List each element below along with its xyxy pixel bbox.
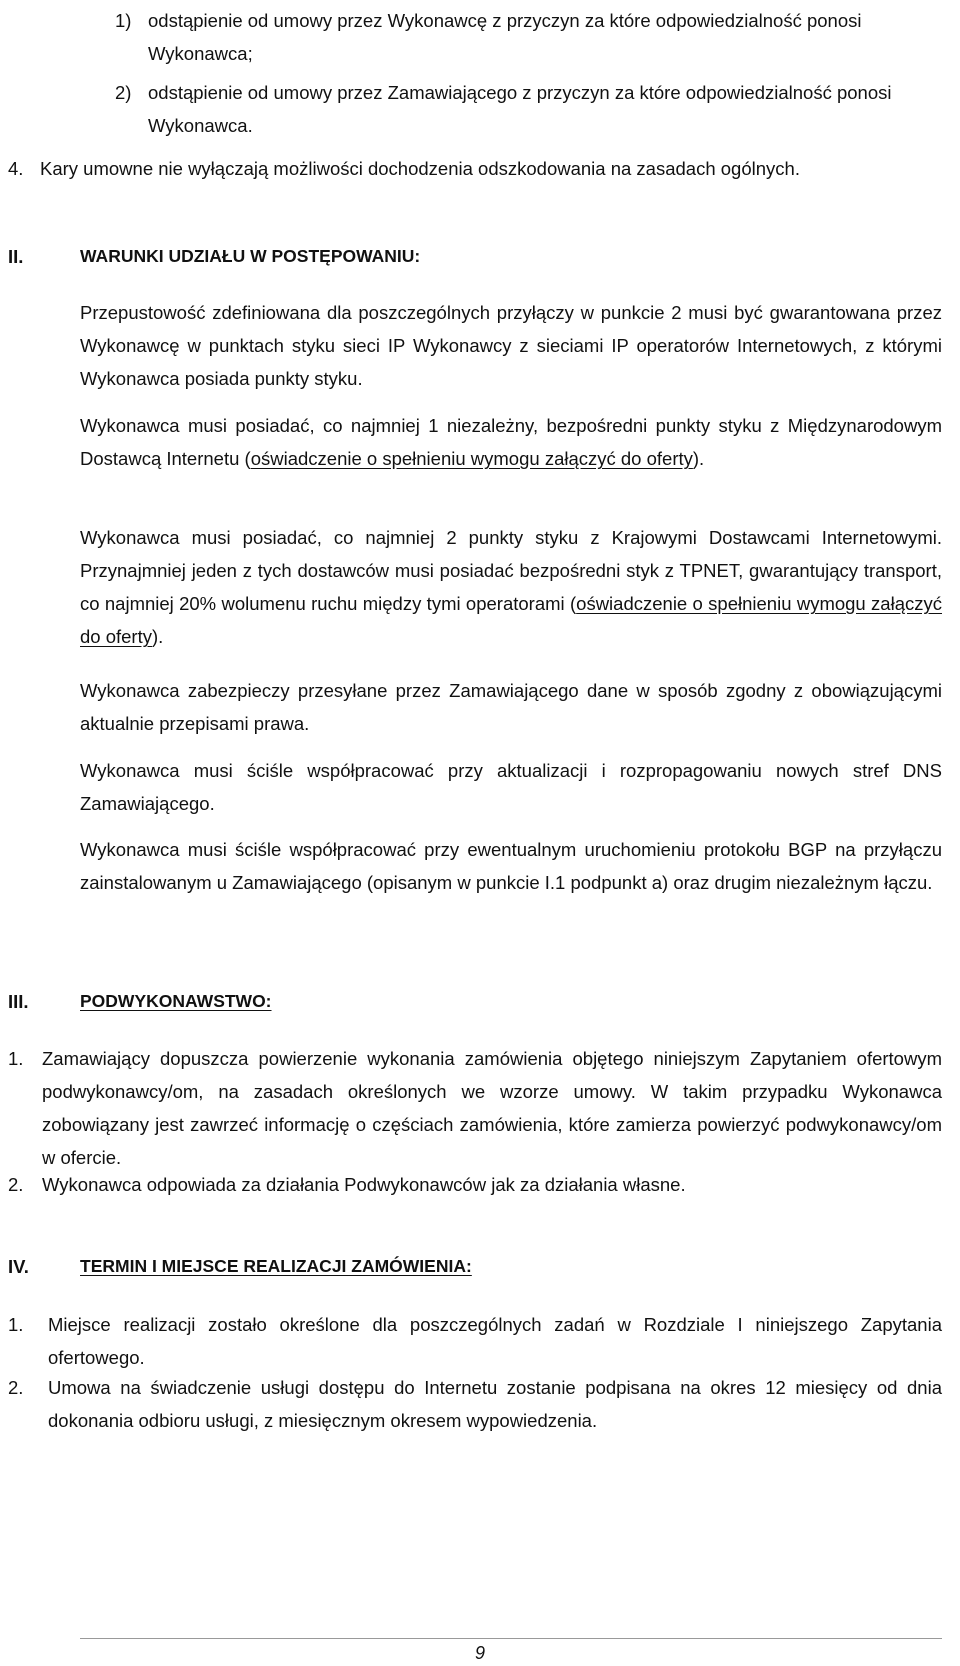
paragraph: Wykonawca musi ściśle współpracować przy ewentualnym uruchomieniu protokołu BGP na przyłączu zainstalowanym u Zamawiającego (opisanym w punkcie I.1 podpunkt a) oraz drugim niezależnym łączu. — [80, 839, 942, 893]
section-number: II. — [8, 246, 24, 267]
section-number: III. — [8, 991, 29, 1012]
section-number: IV. — [8, 1256, 29, 1277]
page-number: 9 — [474, 1643, 485, 1663]
list-number: 1. — [8, 1314, 24, 1335]
list-number: 2. — [8, 1174, 24, 1195]
point-number: 4. — [8, 158, 24, 179]
list-item-text: Wykonawca odpowiada za działania Podwykonawców jak za działania własne. — [42, 1174, 686, 1195]
section-title: TERMIN I MIEJSCE REALIZACJI ZAMÓWIENIA: — [80, 1256, 472, 1276]
point-text: Kary umowne nie wyłączają możliwości dochodzenia odszkodowania na zasadach ogólnych. — [40, 158, 800, 179]
paragraph — [80, 409, 942, 475]
paragraph-text: Wykonawca musi posiadać, co najmniej 2 punkty styku z Krajowymi Dostawcami Internetowymi. Przynajmniej jeden z tych dostawców musi posiadać bezpośredni styk z TPNET, gwarantujący transport, co najmniej 20% wolumenu ruchu między tymi operatorami ( — [80, 527, 942, 614]
section-title: PODWYKONAWSTWO: — [80, 991, 272, 1011]
statement-note: oświadczenie o spełnieniu wymogu załączyć do oferty — [80, 593, 942, 647]
list-item-text: Umowa na świadczenie usługi dostępu do Internetu zostanie podpisana na okres 12 miesięcy od dnia dokonania odbioru usługi, z miesięcznym okresem wypowiedzenia. — [48, 1377, 942, 1431]
list-item-text: odstąpienie od umowy przez Zamawiającego z przyczyn za które odpowiedzialność ponosi Wykonawca. — [148, 82, 892, 136]
footer-divider — [80, 1638, 942, 1639]
paragraph: Przepustowość zdefiniowana dla poszczególnych przyłączy w punkcie 2 musi być gwarantowana przez Wykonawcę w punktach styku sieci IP Wykonawcy z sieciami IP operatorów Internetowych, z którymi Wykonawca posiada punkty styku. — [80, 302, 942, 389]
paragraph: Wykonawca zabezpieczy przesyłane przez Zamawiającego dane w sposób zgodny z obowiązującymi aktualnie przepisami prawa. — [80, 680, 942, 734]
list-number: 2) — [115, 82, 132, 103]
paragraph — [80, 521, 942, 653]
list-item-text: Zamawiający dopuszcza powierzenie wykonania zamówienia objętego niniejszym Zapytaniem ofertowym podwykonawcy/om, na zasadach określonych we wzorze umowy. W takim przypadku Wykonawca zobowiązany jest zawrzeć informację o częściach zamówienia, które zamierza powierzyć podwykonawcy/om w ofercie. — [42, 1048, 942, 1168]
list-number: 1. — [8, 1048, 24, 1069]
statement-note: oświadczenie o spełnieniu wymogu załączyć do oferty — [250, 448, 693, 469]
paragraph-text: Wykonawca musi posiadać, co najmniej 1 niezależny, bezpośredni punkty styku z Międzynarodowym Dostawcą Internetu ( — [80, 415, 942, 469]
paragraph: Wykonawca musi ściśle współpracować przy aktualizacji i rozpropagowaniu nowych stref DNS Zamawiającego. — [80, 760, 942, 814]
list-number: 1) — [115, 10, 132, 31]
list-number: 2. — [8, 1377, 24, 1398]
list-item-text: odstąpienie od umowy przez Wykonawcę z przyczyn za które odpowiedzialność ponosi Wykonawca; — [148, 10, 862, 64]
section-title: WARUNKI UDZIAŁU W POSTĘPOWANIU: — [80, 246, 421, 266]
paragraph-text: ). — [152, 626, 164, 647]
paragraph-text: ). — [692, 448, 705, 469]
list-item-text: Miejsce realizacji zostało określone dla poszczególnych zadań w Rozdziale I niniejszego Zapytania ofertowego. — [48, 1314, 942, 1368]
